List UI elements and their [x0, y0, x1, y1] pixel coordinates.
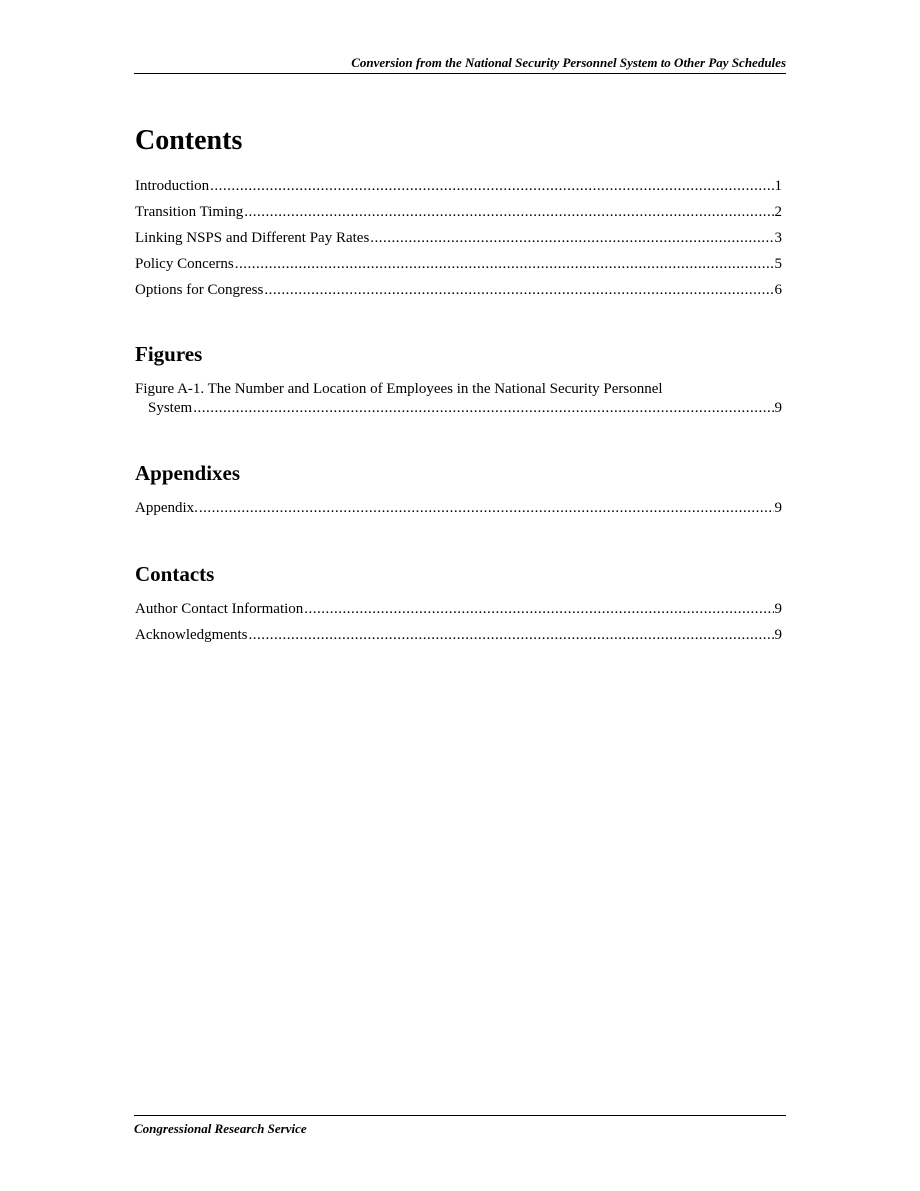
- toc-entry-page: 1: [774, 178, 782, 194]
- toc-entry-page: 9: [774, 601, 782, 617]
- running-header: [134, 54, 786, 74]
- appendixes-list: [135, 499, 782, 525]
- toc-entry-policy-concerns[interactable]: [135, 255, 782, 281]
- toc-entry-acknowledgments[interactable]: [135, 626, 782, 652]
- toc-entry-figure-a1[interactable]: [135, 380, 782, 422]
- toc-entry-page: 9: [774, 400, 782, 416]
- toc-entry-introduction[interactable]: [135, 177, 782, 203]
- dot-leader: [304, 600, 773, 618]
- toc-entry-page: 6: [774, 282, 782, 298]
- figures-list: [135, 380, 782, 422]
- toc-entry-label: Policy Concerns: [135, 256, 234, 272]
- toc-entry-label: Linking NSPS and Different Pay Rates: [135, 230, 370, 246]
- contents-list: [135, 177, 782, 307]
- toc-entry-transition-timing[interactable]: [135, 203, 782, 229]
- dot-leader: [370, 229, 773, 247]
- running-header-title: Conversion from the National Security Personnel System to Other Pay Schedules: [351, 55, 786, 70]
- toc-entry-appendix[interactable]: [135, 499, 782, 525]
- appendixes-heading: Appendixes: [135, 461, 241, 485]
- dot-leader: [210, 177, 773, 195]
- toc-entry-page: 2: [774, 204, 782, 220]
- toc-entry-label: Appendix.: [135, 500, 198, 516]
- dot-leader: [199, 499, 774, 517]
- toc-entry-label: Acknowledgments: [135, 627, 248, 643]
- toc-entry-label: Options for Congress: [135, 282, 264, 298]
- toc-entry-page: 9: [774, 627, 782, 643]
- toc-entry-linking-nsps[interactable]: [135, 229, 782, 255]
- dot-leader: [244, 203, 773, 221]
- toc-entry-label: Introduction: [135, 178, 210, 194]
- toc-entry-options-for-congress[interactable]: [135, 281, 782, 307]
- toc-entry-page: 9: [774, 500, 782, 516]
- running-footer: [134, 1115, 786, 1138]
- dot-leader: [248, 626, 773, 644]
- footer-publisher: Congressional Research Service: [134, 1121, 307, 1136]
- toc-entry-label: Transition Timing: [135, 204, 244, 220]
- contacts-heading: Contacts: [135, 562, 215, 586]
- toc-entry-label: Figure A-1. The Number and Location of Employees in the National Security Personnel: [135, 381, 663, 397]
- toc-entry-page: 5: [774, 256, 782, 272]
- figures-heading: Figures: [135, 342, 203, 366]
- dot-leader: [235, 255, 774, 273]
- toc-entry-author-contact[interactable]: [135, 600, 782, 626]
- toc-entry-continuation: [135, 399, 782, 418]
- contents-heading: Contents: [135, 125, 243, 156]
- dot-leader: [264, 281, 773, 299]
- dot-leader: [193, 399, 773, 418]
- toc-entry-label-continuation: System: [148, 400, 193, 416]
- toc-entry-label: Author Contact Information: [135, 601, 304, 617]
- toc-entry-page: 3: [774, 230, 782, 246]
- contacts-list: [135, 600, 782, 652]
